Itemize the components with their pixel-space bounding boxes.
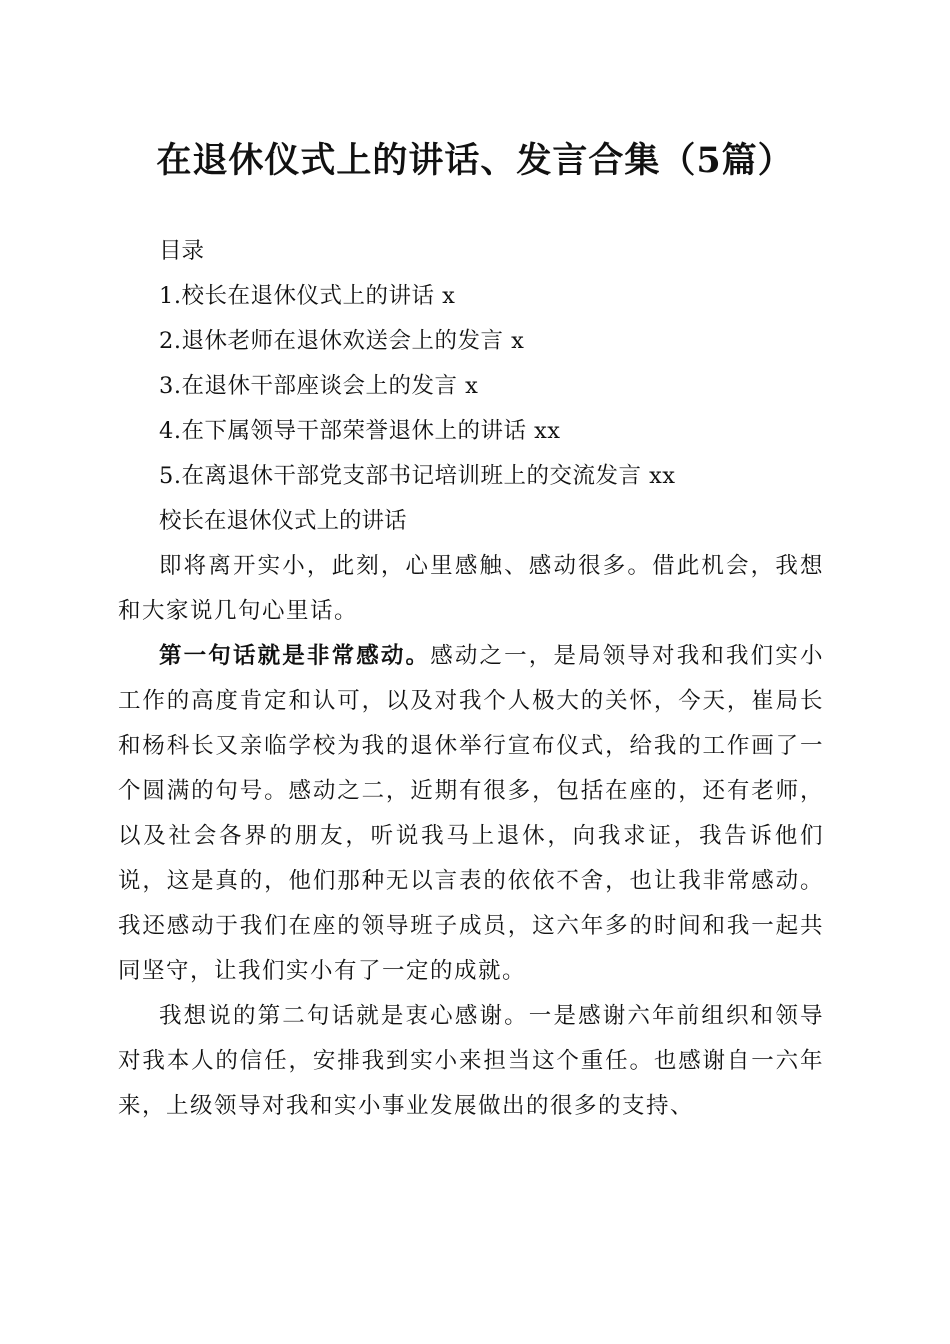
section-heading: 校长在退休仪式上的讲话 [159,508,407,534]
paragraph-2 [118,634,824,994]
toc-heading: 目录 [159,238,205,264]
document-body [118,229,824,1129]
document-title: 在退休仪式上的讲话、发言合集（5篇） [156,140,794,181]
toc-item-2: 2.退休老师在退休欢送会上的发言 x [159,328,525,354]
paragraph-1-text: 即将离开实小，此刻，心里感触、感动很多。借此机会，我想和大家说几句心里话。 [118,553,824,624]
paragraph-3 [118,994,824,1129]
toc-item-1: 1.校长在退休仪式上的讲话 x [159,283,456,309]
paragraph-1 [118,544,824,634]
paragraph-3-text: 我想说的第二句话就是衷心感谢。一是感谢六年前组织和领导对我本人的信任，安排我到实小来担当这个重任。也感谢自一六年来，上级领导对我和实小事业发展做出的很多的支持、 [118,1003,824,1119]
toc-item-3: 3.在退休干部座谈会上的发言 x [159,373,479,399]
paragraph-2-lead: 第一句话就是非常感动。 [159,643,431,669]
paragraph-2-text: 感动之一，是局领导对我和我们实小工作的高度肯定和认可，以及对我个人极大的关怀，今天，崔局长和杨科长又亲临学校为我的退休举行宣布仪式，给我的工作画了一个圆满的句号。感动之二，近期有很多，包括在座的，还有老师，以及社会各界的朋友，听说我马上退休，向我求证，我告诉他们说，这是真的，他们那种无以言表的依依不舍，也让我非常感动。我还感动于我们在座的领导班子成员，这六年多的时间和我一起共同坚守，让我们实小有了一定的成就。 [118,643,824,984]
toc-item-5: 5.在离退休干部党支部书记培训班上的交流发言 xx [159,463,676,489]
toc-item-4: 4.在下属领导干部荣誉退休上的讲话 xx [159,418,561,444]
